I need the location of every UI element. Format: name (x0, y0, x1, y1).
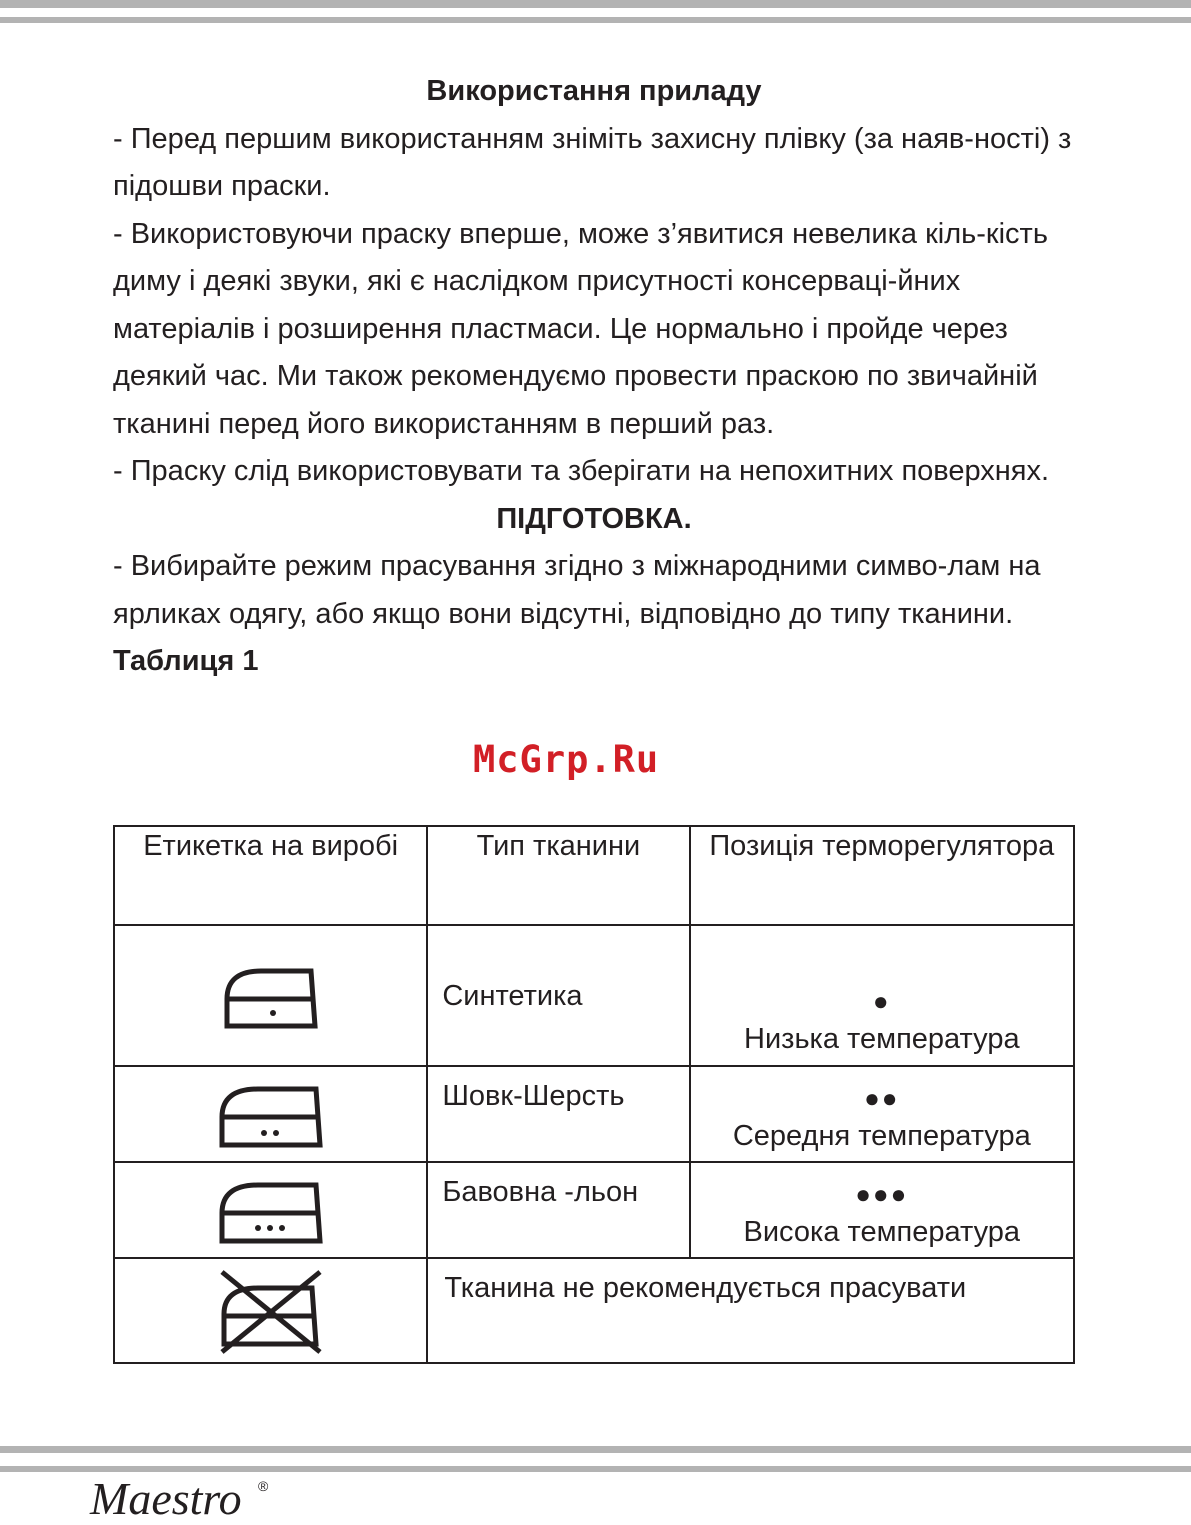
symbol-cell (114, 1066, 427, 1162)
symbol-cell (114, 1258, 427, 1363)
dots-indicator: ● (872, 986, 891, 1016)
section-title: Використання приладу (426, 75, 762, 107)
dots-indicator: ●● (864, 1083, 900, 1113)
not-recommended-cell: Тканина не рекомендується прасувати (427, 1258, 1074, 1363)
brand-logo: Maestro (90, 1473, 242, 1524)
dots-indicator: ●●● (855, 1179, 909, 1209)
table-row (114, 1162, 1074, 1258)
top-rule-thick (0, 0, 1191, 8)
prep-title: ПІДГОТОВКА. (496, 502, 692, 535)
table-row (114, 1258, 1074, 1363)
iron-crossed-icon (216, 1266, 326, 1356)
paragraph-stable-surface: - Праску слід використовувати та зберігати на непохитних поверхнях. (113, 455, 1050, 487)
iron-three-dots-icon (216, 1175, 326, 1245)
fabric-type-cell: Синтетика (427, 925, 689, 1066)
fabric-type-cell: Бавовна -льон (427, 1162, 689, 1258)
fabric-type-cell: Шовк-Шерсть (427, 1066, 689, 1162)
table-label: Таблиця 1 (113, 645, 259, 677)
thermostat-cell (690, 1162, 1074, 1258)
ironing-table (113, 825, 1075, 1364)
registered-mark: ® (258, 1478, 269, 1494)
paragraph-first-use: - Використовуючи праску вперше, може з’явитися невелика кіль-кість диму і деякі звуки, які є наслідком присутності консерваці-йних матеріалів і розширення пластмаси. Це нормально і пройде через деякий час. Ми також рекомендуємо провести праскою по звичайній тканині перед його використанням в перший раз. (113, 217, 1048, 440)
thermostat-cell (690, 925, 1074, 1066)
header-thermostat-position: Позиція терморегулятора (690, 826, 1074, 925)
temperature-label: Низька температура (744, 1023, 1020, 1055)
main-content (113, 68, 1075, 686)
temperature-label: Середня температура (732, 1120, 1031, 1152)
table-header-row (114, 826, 1074, 925)
watermark: McGrp.Ru (473, 738, 660, 781)
iron-two-dots-icon (216, 1079, 326, 1149)
table-row (114, 925, 1074, 1066)
symbol-cell (114, 925, 427, 1066)
iron-one-dot-icon (221, 961, 321, 1031)
paragraph-ironing-mode: - Вибирайте режим прасування згідно з міжнародними симво-лам на ярликах одягу, або якщо вони відсутні, відповідно до типу тканини. (113, 550, 1041, 630)
symbol-cell (114, 1162, 427, 1258)
temperature-label: Висока температура (743, 1216, 1021, 1248)
header-label: Етикетка на виробі (114, 826, 427, 925)
paragraph-protective-film: - Перед першим використанням зніміть захисну плівку (за наяв-ності) з підошви праски. (113, 122, 1072, 202)
header-fabric-type: Тип тканини (427, 826, 689, 925)
top-rule-thin (0, 17, 1191, 23)
thermostat-cell (690, 1066, 1074, 1162)
bottom-rule-thick (0, 1446, 1191, 1453)
table-row (114, 1066, 1074, 1162)
